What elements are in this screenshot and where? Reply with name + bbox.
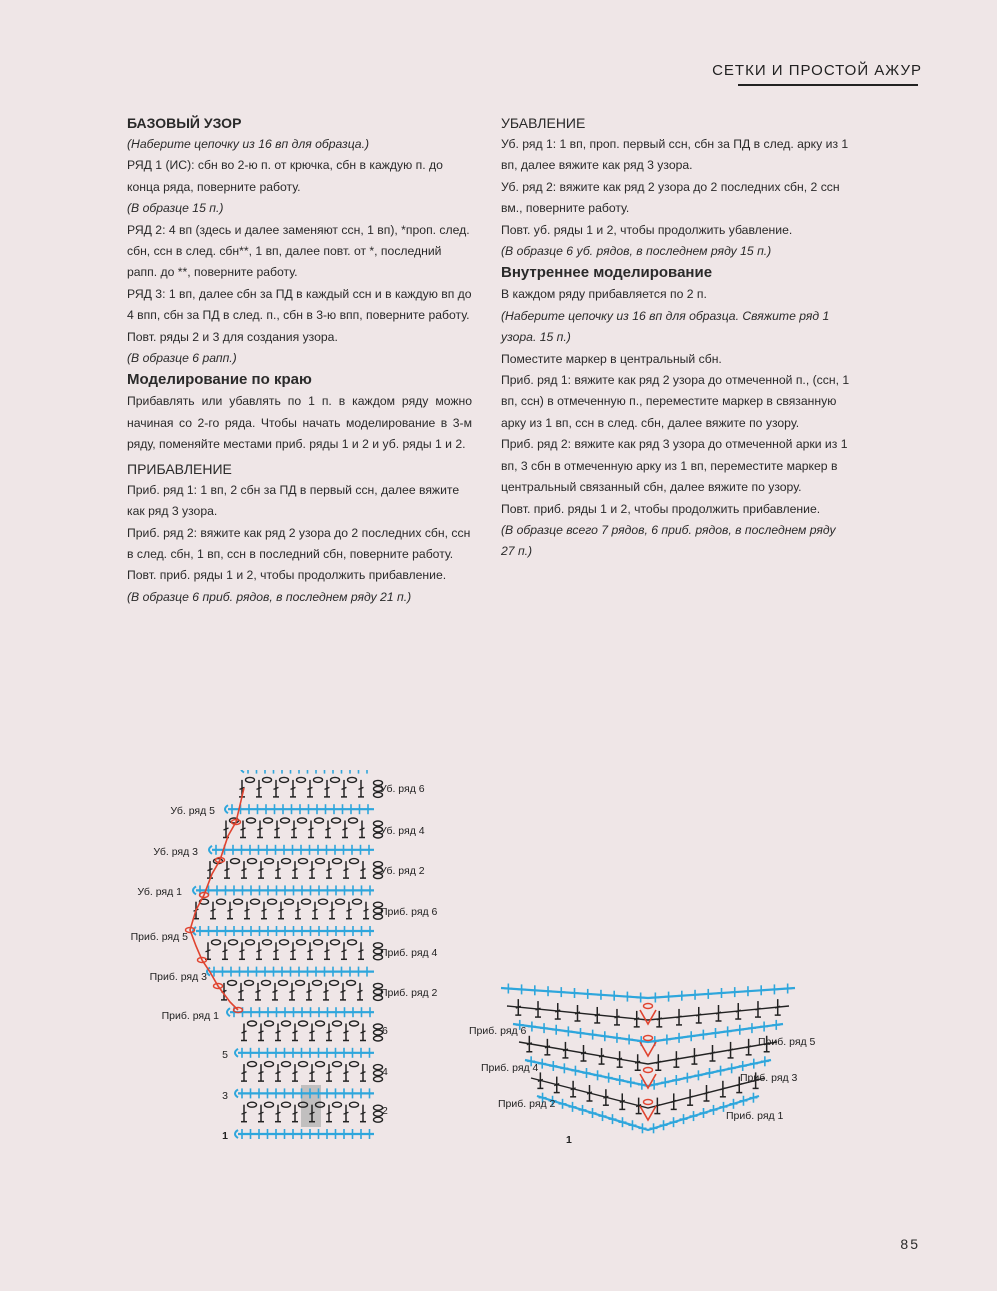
dc-stitch <box>310 869 315 871</box>
internal-text1: В каждом ряду прибавляется по 2 п. <box>501 287 707 302</box>
center-increase <box>640 1042 656 1056</box>
chain-stitch <box>644 1068 653 1073</box>
turning-chain <box>193 886 196 894</box>
edge-shaping-heading: Моделирование по краю <box>127 371 312 389</box>
label-internal-inc-row-4: Приб. ряд 4 <box>481 1062 539 1074</box>
chain-stitch <box>644 1004 653 1009</box>
chain-stitch <box>217 899 226 904</box>
dc-stitch <box>290 990 295 992</box>
label-row-4: 4 <box>382 1066 388 1078</box>
chain-stitch <box>279 980 288 985</box>
chain-stitch <box>333 859 342 864</box>
chain-stitch <box>374 1117 383 1122</box>
dc-stitch <box>746 1046 751 1048</box>
dc-stitch <box>361 1072 366 1074</box>
dc-stitch <box>211 909 216 911</box>
dc-stitch <box>720 1088 725 1090</box>
dc-stitch <box>341 990 346 992</box>
chain-stitch <box>248 859 257 864</box>
label-dec-row-2: Уб. ряд 2 <box>380 865 425 877</box>
dc-stitch <box>276 1112 281 1114</box>
chain-stitch <box>316 859 325 864</box>
dc-stitch <box>309 828 314 830</box>
chain-stitch <box>350 1062 359 1067</box>
increase-note: (В образце 6 приб. рядов, в последнем ряду 21 п.) <box>127 589 412 604</box>
label-dec-row-6: Уб. ряд 6 <box>380 783 425 795</box>
chain-stitch <box>332 818 341 823</box>
chain-stitch <box>246 940 255 945</box>
dc-stitch <box>671 1100 676 1102</box>
dc-stitch <box>259 1072 264 1074</box>
dc-stitch <box>276 1072 281 1074</box>
dc-stitch <box>310 1031 315 1033</box>
turning-chain <box>241 770 244 773</box>
dc-stitch <box>276 1031 281 1033</box>
dc-stitch <box>228 909 233 911</box>
chain-stitch <box>299 1021 308 1026</box>
chain-stitch <box>281 818 290 823</box>
dc-stitch <box>361 1112 366 1114</box>
chain-stitch <box>282 1062 291 1067</box>
base-row3: РЯД 3: 1 вп, далее сбн за ПД в каждый ссн и в каждую вп до 4 впп, сбн за ПД в след. п., сбн в 3-ю впп, поверните работу. <box>127 286 472 323</box>
dc-stitch <box>361 869 366 871</box>
chain-stitch <box>302 899 311 904</box>
dc-stitch <box>259 1112 264 1114</box>
label-internal-inc-row-3: Приб. ряд 3 <box>740 1072 798 1084</box>
turning-chain <box>235 1089 238 1097</box>
chain-stitch <box>248 1102 257 1107</box>
base-repeat: Повт. ряды 2 и 3 для создания узора. <box>127 329 338 344</box>
dc-stitch <box>240 950 245 952</box>
increase-heading: ПРИБАВЛЕНИЕ <box>127 460 232 477</box>
dc-stitch <box>259 1031 264 1033</box>
decrease-row1: Уб. ряд 1: 1 вп, проп. первый ссн, сбн за ПД в след. арку из 1 вп, далее вяжите как ряд 3 узора. <box>501 137 849 173</box>
chain-stitch <box>248 1062 257 1067</box>
dc-stitch <box>342 787 347 789</box>
label-dec-row-3: Уб. ряд 3 <box>153 846 198 858</box>
dc-stitch <box>324 990 329 992</box>
shaping-row-line <box>519 1042 777 1064</box>
label-row-5: 5 <box>222 1049 228 1061</box>
chain-stitch <box>247 818 256 823</box>
dc-stitch <box>755 1008 760 1010</box>
chain-stitch <box>282 859 291 864</box>
dc-stitch <box>327 1112 332 1114</box>
label-inc-row-2: Приб. ряд 2 <box>380 987 438 999</box>
dc-stitch <box>225 869 230 871</box>
label-inc-row-5: Приб. ряд 5 <box>130 931 188 943</box>
internal-row1: Приб. ряд 1: вяжите как ряд 2 узора до отмеченной п., (ссн, 1 вп, ссн) в отмеченную п., переместите маркер в связанную арку из 1 вп, ссн в след. сбн, далее вяжите по узору. <box>501 373 850 430</box>
chain-stitch <box>297 777 306 782</box>
dc-stitch <box>347 909 352 911</box>
dc-stitch <box>242 869 247 871</box>
chain-stitch <box>251 899 260 904</box>
chain-stitch <box>353 899 362 904</box>
dc-stitch <box>293 1112 298 1114</box>
chain-stitch <box>316 1021 325 1026</box>
label-inc-row-6: Приб. ряд 6 <box>380 906 438 918</box>
decrease-note: (В образце 6 уб. рядов, в последнем ряду 15 п.) <box>501 244 772 259</box>
label-dec-row-4: Уб. ряд 4 <box>380 825 425 837</box>
chain-stitch <box>212 940 221 945</box>
right-column <box>501 112 851 563</box>
internal-shaping-heading: Внутреннее моделирование <box>501 264 713 282</box>
dc-stitch <box>361 1031 366 1033</box>
label-internal-row-1: 1 <box>566 1134 572 1146</box>
label-row-6: 6 <box>382 1025 388 1037</box>
dc-stitch <box>344 1072 349 1074</box>
dc-stitch <box>344 869 349 871</box>
chain-stitch <box>299 1062 308 1067</box>
dc-stitch <box>343 828 348 830</box>
header-rule <box>738 84 918 86</box>
chain-stitch <box>265 1021 274 1026</box>
dc-stitch <box>256 990 261 992</box>
edge-shaping-text: Прибавлять или убавлять по 1 п. в каждом ряду можно начиная со 2-го ряда. Чтобы начать моделирование в 3-м ряду, поменяйте местами приб. ряды 1 и 2 и уб. ряды 1 и 2. <box>127 394 472 452</box>
chain-stitch <box>644 1100 653 1105</box>
dc-stitch <box>259 869 264 871</box>
label-row-3: 3 <box>222 1090 228 1102</box>
shaping-row-line <box>513 1024 783 1042</box>
dc-stitch <box>696 1014 701 1016</box>
chain-stitch <box>333 1102 342 1107</box>
chain-stitch <box>314 777 323 782</box>
base-repeat-note: (В образце 6 рапп.) <box>127 351 237 366</box>
dc-stitch <box>674 1058 679 1060</box>
chain-stitch <box>331 777 340 782</box>
chain-stitch <box>262 980 271 985</box>
chain-stitch <box>350 859 359 864</box>
dc-stitch <box>358 990 363 992</box>
turning-chain <box>209 846 212 854</box>
label-row-1: 1 <box>222 1130 228 1142</box>
label-dec-row-5: Уб. ряд 5 <box>170 805 215 817</box>
dc-stitch <box>325 950 330 952</box>
dc-stitch <box>291 950 296 952</box>
dc-stitch <box>292 828 297 830</box>
chain-stitch <box>296 980 305 985</box>
internal-intro: (Наберите цепочку из 16 вп для образца. Свяжите ряд 1 узора. 15 п.) <box>501 308 830 345</box>
dc-stitch <box>276 869 281 871</box>
dc-stitch <box>364 909 369 911</box>
chain-stitch <box>350 1021 359 1026</box>
dc-stitch <box>245 909 250 911</box>
chain-stitch <box>280 777 289 782</box>
chain-stitch <box>245 980 254 985</box>
dc-stitch <box>308 950 313 952</box>
chain-stitch <box>231 859 240 864</box>
dc-stitch <box>325 787 330 789</box>
internal-shaping-diagram <box>460 960 860 1160</box>
dc-stitch <box>330 909 335 911</box>
dc-stitch <box>327 1072 332 1074</box>
chain-stitch <box>347 980 356 985</box>
chain-stitch <box>316 1062 325 1067</box>
edge-shaping-stitches <box>186 770 383 1139</box>
label-internal-inc-row-1: Приб. ряд 1 <box>726 1110 784 1122</box>
chain-stitch <box>644 1036 653 1041</box>
dc-stitch <box>342 950 347 952</box>
dc-stitch <box>275 828 280 830</box>
dc-stitch <box>293 1031 298 1033</box>
dc-stitch <box>279 909 284 911</box>
decrease-repeat: Повт. уб. ряды 1 и 2, чтобы продолжить убавление. <box>501 222 793 237</box>
dc-stitch <box>657 1018 662 1020</box>
chain-stitch <box>349 818 358 823</box>
dc-stitch <box>258 828 263 830</box>
dc-stitch <box>257 950 262 952</box>
dc-stitch <box>775 1006 780 1008</box>
chain-stitch <box>265 1102 274 1107</box>
dc-stitch <box>344 1031 349 1033</box>
left-column <box>127 112 472 608</box>
label-internal-inc-row-6: Приб. ряд 6 <box>469 1025 527 1037</box>
turning-chain <box>235 1049 238 1057</box>
dc-stitch <box>242 1072 247 1074</box>
dc-stitch <box>274 787 279 789</box>
dc-stitch <box>239 990 244 992</box>
dc-stitch <box>308 787 313 789</box>
chain-stitch <box>336 899 345 904</box>
increase-row1: Приб. ряд 1: 1 вп, 2 сбн за ПД в первый ссн, далее вяжите как ряд 3 узора. <box>127 482 460 519</box>
base-row2: РЯД 2: 4 вп (здесь и далее заменяют ссн, 1 вп), *проп. след. сбн, ссн в след. сбн**, 1 вп, далее повт. от *, последний рапп. до **, поверните работу. <box>127 222 470 280</box>
chain-stitch <box>348 777 357 782</box>
chain-stitch <box>263 777 272 782</box>
increase-row2: Приб. ряд 2: вяжите как ряд 2 узора до 2 последних сбн, ссн в след. сбн, 1 вп, ссн в последний сбн, поверните работу. <box>127 525 471 561</box>
dc-stitch <box>291 787 296 789</box>
chain-stitch <box>315 818 324 823</box>
chain-stitch <box>330 980 339 985</box>
chain-stitch <box>314 940 323 945</box>
chain-stitch <box>285 899 294 904</box>
label-internal-inc-row-5: Приб. ряд 5 <box>758 1036 816 1048</box>
shaping-row-line <box>501 988 795 998</box>
edge-shaping-diagram <box>110 770 450 1155</box>
dc-stitch <box>688 1096 693 1098</box>
chain-stitch <box>350 1102 359 1107</box>
dc-stitch <box>359 787 364 789</box>
base-row1-note: (В образце 15 п.) <box>127 201 224 216</box>
chain-stitch <box>265 1062 274 1067</box>
dc-stitch <box>327 1031 332 1033</box>
label-internal-inc-row-2: Приб. ряд 2 <box>498 1098 556 1110</box>
page-number: 85 <box>900 1236 920 1252</box>
dc-stitch <box>677 1016 682 1018</box>
chain-stitch <box>297 940 306 945</box>
chain-stitch <box>333 1021 342 1026</box>
chain-stitch <box>263 940 272 945</box>
decrease-heading: УБАВЛЕНИЕ <box>501 115 586 131</box>
dc-stitch <box>704 1092 709 1094</box>
dc-stitch <box>716 1012 721 1014</box>
dc-stitch <box>293 1072 298 1074</box>
increase-repeat: Повт. приб. ряды 1 и 2, чтобы продолжить прибавление. <box>127 568 447 583</box>
chain-stitch <box>331 940 340 945</box>
internal-row2: Приб. ряд 2: вяжите как ряд 3 узора до отмеченной арки из 1 вп, 3 сбн в отмеченную арку из 1 вп, переместите маркер в центральный связанный сбн, далее вяжите по узору. <box>501 437 848 495</box>
dc-stitch <box>310 1072 315 1074</box>
chain-stitch <box>264 818 273 823</box>
chain-stitch <box>299 859 308 864</box>
dc-stitch <box>274 950 279 952</box>
label-inc-row-4: Приб. ряд 4 <box>380 947 438 959</box>
dc-stitch <box>360 828 365 830</box>
chain-stitch <box>298 818 307 823</box>
dc-stitch <box>223 950 228 952</box>
turning-chain <box>225 805 228 813</box>
dc-stitch <box>296 909 301 911</box>
chain-stitch <box>333 1062 342 1067</box>
chain-stitch <box>282 1021 291 1026</box>
dc-stitch <box>242 1031 247 1033</box>
chain-stitch <box>348 940 357 945</box>
running-header: СЕТКИ И ПРОСТОЙ АЖУР <box>712 62 922 79</box>
dc-stitch <box>728 1049 733 1051</box>
chain-stitch <box>319 899 328 904</box>
dc-stitch <box>224 828 229 830</box>
dc-stitch <box>710 1052 715 1054</box>
internal-note: (В образце всего 7 рядов, 6 приб. рядов, в последнем ряду 27 п.) <box>501 522 836 559</box>
dc-stitch <box>656 1061 661 1063</box>
chain-stitch <box>313 980 322 985</box>
dc-stitch <box>359 950 364 952</box>
base-intro: (Наберите цепочку из 16 вп для образца.) <box>127 137 370 151</box>
center-increase <box>640 1010 656 1024</box>
chain-stitch <box>248 1021 257 1026</box>
edge-shaping-right-labels <box>380 783 438 1117</box>
internal-repeat: Повт. приб. ряды 1 и 2, чтобы продолжить прибавление. <box>501 501 821 516</box>
dc-stitch <box>257 787 262 789</box>
label-inc-row-3: Приб. ряд 3 <box>149 971 207 983</box>
turning-chain <box>227 1008 230 1016</box>
internal-marker: Поместите маркер в центральный сбн. <box>501 351 722 366</box>
chain-stitch <box>229 940 238 945</box>
base-row1: РЯД 1 (ИС): сбн во 2-ю п. от крючка, сбн в каждую п. до конца ряда, поверните работу. <box>127 158 443 194</box>
label-dec-row-1: Уб. ряд 1 <box>137 886 182 898</box>
dc-stitch <box>313 909 318 911</box>
dc-stitch <box>326 828 331 830</box>
chain-stitch <box>228 980 237 985</box>
chain-stitch <box>265 859 274 864</box>
dc-stitch <box>208 869 213 871</box>
turning-chain <box>235 1130 238 1138</box>
decrease-row2: Уб. ряд 2: вяжите как ряд 2 узора до 2 последних сбн, 2 ссн вм., поверните работу. <box>501 179 840 216</box>
label-row-2: 2 <box>382 1105 388 1117</box>
chain-stitch <box>268 899 277 904</box>
dc-stitch <box>241 828 246 830</box>
chain-stitch <box>234 899 243 904</box>
dc-stitch <box>262 909 267 911</box>
base-pattern-heading: БАЗОВЫЙ УЗОР <box>127 115 242 131</box>
chain-stitch <box>280 940 289 945</box>
dc-stitch <box>736 1010 741 1012</box>
chain-stitch <box>282 1102 291 1107</box>
dc-stitch <box>206 950 211 952</box>
dc-stitch <box>307 990 312 992</box>
label-inc-row-1: Приб. ряд 1 <box>161 1010 219 1022</box>
dc-stitch <box>327 869 332 871</box>
dc-stitch <box>273 990 278 992</box>
chain-stitch <box>246 777 255 782</box>
dc-stitch <box>692 1055 697 1057</box>
dc-stitch <box>293 869 298 871</box>
dc-stitch <box>344 1112 349 1114</box>
dc-stitch <box>242 1112 247 1114</box>
